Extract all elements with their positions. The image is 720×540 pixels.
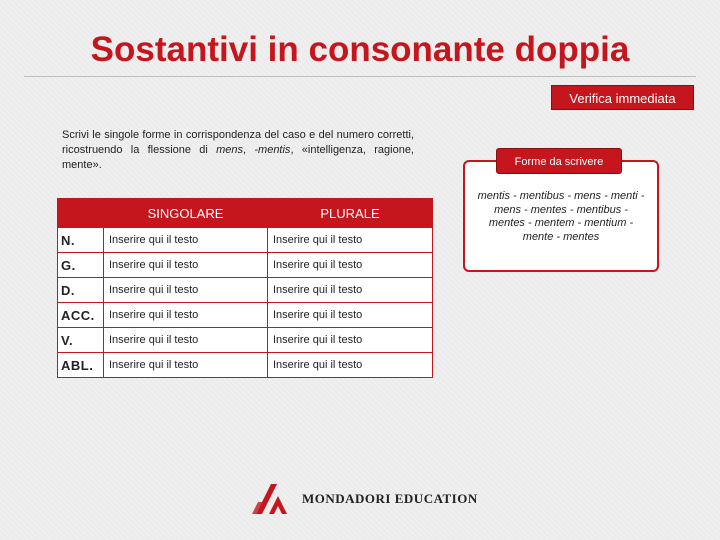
singular-input[interactable]: Inserire qui il testo bbox=[104, 253, 268, 278]
table-row bbox=[58, 303, 433, 328]
plural-input[interactable]: Inserire qui il testo bbox=[268, 328, 433, 353]
instructions-word-mens: mens bbox=[216, 144, 244, 156]
table-header-row bbox=[58, 199, 433, 228]
title-divider bbox=[24, 76, 696, 77]
instructions-suffix: , «intelligenza, ragione, mente». bbox=[62, 144, 414, 171]
case-label: V. bbox=[58, 328, 104, 353]
plural-input[interactable]: Inserire qui il testo bbox=[268, 228, 433, 253]
instructions-separator: , bbox=[243, 144, 255, 156]
publisher-name: MONDADORI EDUCATION bbox=[302, 491, 478, 506]
case-label: D. bbox=[58, 278, 104, 303]
case-label: ABL. bbox=[58, 353, 104, 378]
singular-input[interactable]: Inserire qui il testo bbox=[104, 228, 268, 253]
footer-logo bbox=[250, 482, 478, 516]
plural-input[interactable]: Inserire qui il testo bbox=[268, 278, 433, 303]
header-case bbox=[58, 199, 104, 228]
header-plural: PLURALE bbox=[268, 199, 433, 228]
plural-input[interactable]: Inserire qui il testo bbox=[268, 303, 433, 328]
page-title: Sostantivi in consonante doppia bbox=[90, 30, 630, 69]
table-row bbox=[58, 228, 433, 253]
forms-panel bbox=[463, 160, 659, 272]
instructions-text bbox=[62, 128, 414, 173]
instructions-prefix: Scrivi le singole forme in corrispondenza del caso e del numero corretti, ricostruendo la flessione di bbox=[62, 129, 414, 156]
mondadori-logo-icon bbox=[250, 482, 296, 516]
case-label: G. bbox=[58, 253, 104, 278]
table-row bbox=[58, 353, 433, 378]
instructions-word-mentis: -mentis bbox=[254, 144, 291, 156]
declension-table bbox=[57, 198, 433, 378]
forms-list: mentis - mentibus - mens - menti - mens - mentes - mentibus - mentes - mentem - mentium - mente - mentes bbox=[477, 190, 645, 243]
singular-input[interactable]: Inserire qui il testo bbox=[104, 328, 268, 353]
table-row bbox=[58, 278, 433, 303]
case-label: N. bbox=[58, 228, 104, 253]
plural-input[interactable]: Inserire qui il testo bbox=[268, 353, 433, 378]
table-row bbox=[58, 253, 433, 278]
singular-input[interactable]: Inserire qui il testo bbox=[104, 303, 268, 328]
verifica-badge: Verifica immediata bbox=[551, 85, 694, 110]
table-row bbox=[58, 328, 433, 353]
forms-panel-label: Forme da scrivere bbox=[496, 148, 622, 174]
plural-input[interactable]: Inserire qui il testo bbox=[268, 253, 433, 278]
header-singular: SINGOLARE bbox=[104, 199, 268, 228]
case-label: ACC. bbox=[58, 303, 104, 328]
singular-input[interactable]: Inserire qui il testo bbox=[104, 353, 268, 378]
singular-input[interactable]: Inserire qui il testo bbox=[104, 278, 268, 303]
